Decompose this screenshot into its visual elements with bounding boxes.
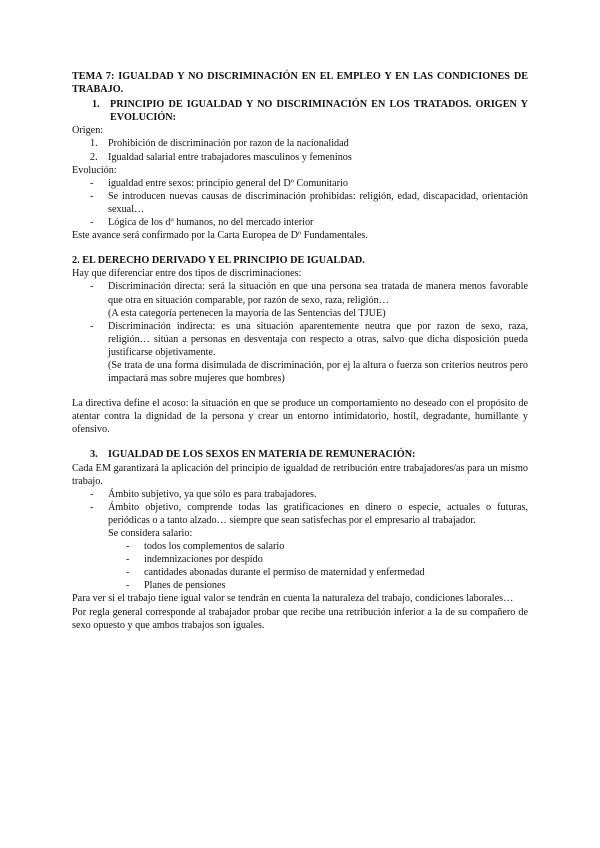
list-item: - Planes de pensiones bbox=[126, 580, 226, 592]
list-item: - Discriminación directa: será la situación en que una persona sea tratada de manera menos favorable que otra en situación comparable, por razón de sexo, raza, religión… bbox=[90, 281, 528, 306]
section-3-number: 3. bbox=[90, 449, 98, 461]
section-1-number: 1. bbox=[92, 99, 100, 111]
discrimination-list bbox=[72, 280, 528, 306]
list-note: (A esta categoría pertenecen la mayoría de las Sentencias del TJUE) bbox=[108, 307, 386, 319]
section-3-heading bbox=[72, 448, 528, 461]
origen-label: Origen: bbox=[72, 125, 104, 137]
document-title: TEMA 7: IGUALDAD Y NO DISCRIMINACIÓN EN EL EMPLEO Y EN LAS CONDICIONES DE TRABAJO. bbox=[72, 71, 528, 96]
list-item: - igualdad entre sexos: principio general del Dº Comunitario bbox=[90, 177, 348, 189]
list-item: 2. Igualdad salarial entre trabajadores masculinos y femeninos bbox=[90, 151, 352, 163]
section-2-intro: Hay que diferenciar entre dos tipos de discriminaciones: bbox=[72, 268, 302, 280]
salario-label: Se considera salario: bbox=[108, 528, 193, 539]
discrimination-list-2 bbox=[72, 320, 528, 359]
section-1-title: PRINCIPIO DE IGUALDAD Y NO DISCRIMINACIÓN EN LOS TRATADOS. ORIGEN Y EVOLUCIÓN: bbox=[110, 99, 528, 124]
origen-list bbox=[72, 137, 528, 163]
list-item: - Ámbito objetivo, comprende todas las gratificaciones en dinero o especie, actuales o futuras, periódicas o a tanto alzado… siempre que sean satisfechas por el empresario al trabajador. bbox=[90, 501, 528, 526]
section-3-title: IGUALDAD DE LOS SEXOS EN MATERIA DE REMUNERACIÓN: bbox=[108, 449, 416, 461]
list-item: - Se introducen nuevas causas de discriminación prohibidas: religión, edad, discapacidad, orientación sexual… bbox=[90, 190, 528, 215]
salario-list bbox=[72, 540, 528, 592]
section-2-heading: 2. EL DERECHO DERIVADO Y EL PRINCIPIO DE IGUALDAD. bbox=[72, 255, 365, 267]
evolucion-label: Evolución: bbox=[72, 164, 117, 176]
section-3-para-2: Por regla general corresponde al trabajador probar que recibe una retribución inferior a la de su compañero de sexo opuesto y que ambos trabajos son iguales. bbox=[72, 606, 528, 631]
ambito-list bbox=[72, 488, 528, 527]
list-item: - indemnizaciones por despido bbox=[126, 554, 263, 566]
list-item: - cantidades abonadas durante el permiso de maternidad y enfermedad bbox=[126, 567, 425, 579]
list-item: - todos los complementos de salario bbox=[126, 541, 285, 553]
section-1-closing: Este avance será confirmado por la Carta Europea de Dº Fundamentales. bbox=[72, 230, 368, 242]
section-3-para-1: Para ver si el trabajo tiene igual valor se tendrán en cuenta la naturaleza del trabajo, condiciones laborales… bbox=[72, 593, 514, 605]
list-item: - Discriminación indirecta: es una situación aparentemente neutra que por razon de sexo, raza, religión… sitúan a personas en desventaja con respecto a otras, salvo que dicha disposición pueda justificarse objetivamente. bbox=[90, 320, 528, 358]
section-1-heading bbox=[92, 98, 528, 124]
list-item: - Ámbito subjetivo, ya que sólo es para trabajadores. bbox=[90, 488, 317, 500]
section-3-intro: Cada EM garantizará la aplicación del principio de igualdad de retribución entre trabajadores/as para un mismo trabajo. bbox=[72, 462, 528, 487]
list-item: - Lógica de los dº humanos, no del mercado interior bbox=[90, 217, 314, 229]
list-note: (Se trata de una forma disimulada de discriminación, por ej la altura o fuerza son criterios neutros pero impactará mas sobre mujeres que hombres) bbox=[108, 359, 528, 385]
list-item: 1. Prohibición de discriminación por razon de la nacionalidad bbox=[90, 138, 349, 150]
document-page bbox=[72, 70, 528, 632]
section-2-closing: La directiva define el acoso: la situación en que se produce un comportamiento no deseado con el propósito de atentar contra la dignidad de la persona y crear un entorno intimidatorio, hostil, degradante, humillante y ofensivo. bbox=[72, 398, 528, 436]
evolucion-list bbox=[72, 177, 528, 229]
